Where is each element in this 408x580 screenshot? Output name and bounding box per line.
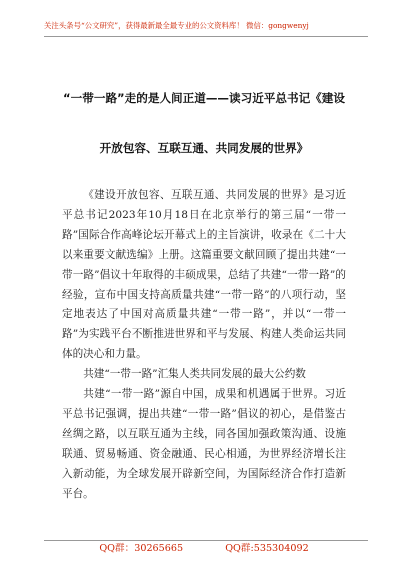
paragraph-origin: 共建“一带一路”源自中国，成果和机遇属于世界。习近平总书记强调，提出共建“一带一路”倡议的初心，是借鉴古丝绸之路，以互联互通为主线，同各国加强政策沟通、设施联通、贸易畅通、资金融通、民心相通，为世界经济增长注入新动能，为全球发展开辟新空间，为国际经济合作打造新平台。 bbox=[62, 388, 346, 500]
paragraph-intro: 《建设开放包容、互联互通、共同发展的世界》是习近平总书记2023年10月18日在北京举行的第三届“一带一路”国际合作高峰论坛开幕式上的主旨演讲，收录在《二十大以来重要文献选编》上册。这篇重要文献回顾了提出共建“一带一路”倡议十年取得的丰硕成果，总结了共建“一带一路”的经验，宣布中国支持高质量共建“一带一路”的八项行动，坚定地表达了中国对高质量共建“一带一路”，并以“一带一路”为实践平台不断推进世界和平与发展、构建人类命运共同体的决心和力量。 bbox=[62, 189, 346, 361]
document-body bbox=[62, 186, 346, 505]
footer bbox=[0, 542, 408, 556]
footer-qq-group-2: QQ群:535304092 bbox=[225, 543, 309, 554]
section-heading: 共建“一带一路”汇集人类共同发展的最大公约数 bbox=[83, 368, 306, 381]
header-divider bbox=[44, 36, 368, 37]
footer-divider bbox=[44, 540, 368, 541]
document-title-line-1: “一带一路”走的是人间正道——读习近平总书记《建设 bbox=[63, 91, 345, 105]
document-title-line-2: 开放包容、互联互通、共同发展的世界》 bbox=[99, 141, 309, 155]
footer-qq-group-1: QQ群：30265665 bbox=[99, 543, 184, 554]
header-banner: 关注头条号“公文研究”，获得最新最全最专业的公文资料库！ 微信：gongwenyj bbox=[44, 21, 309, 30]
